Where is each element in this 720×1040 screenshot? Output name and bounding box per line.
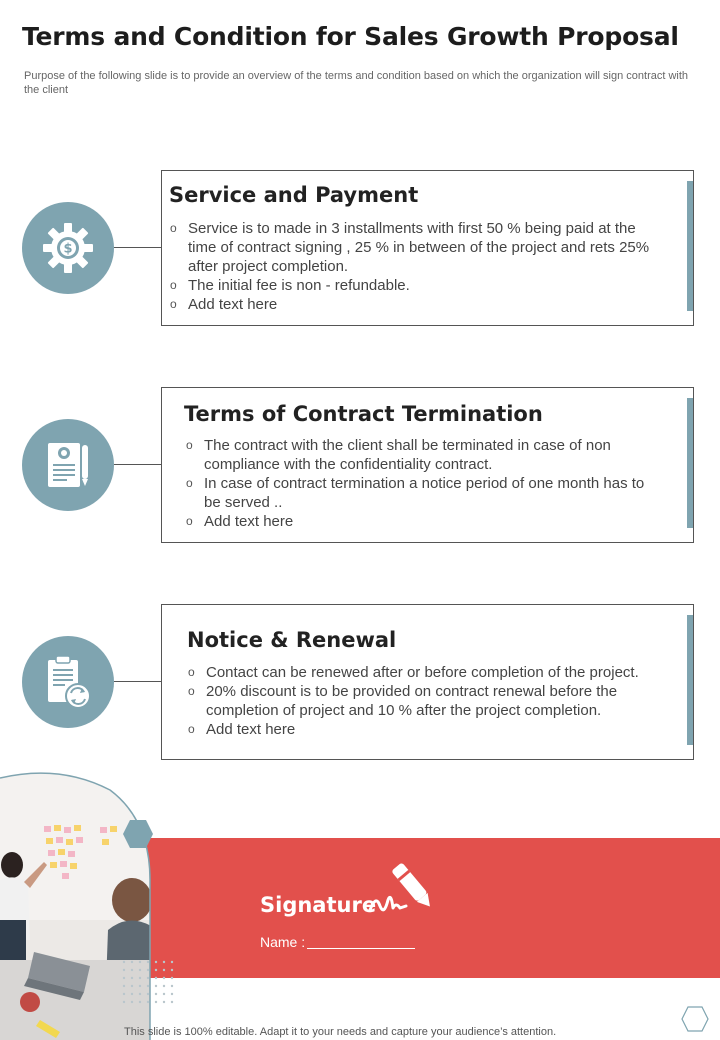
section-list — [186, 436, 656, 531]
signature-title: Signature — [260, 893, 377, 917]
section-icon-circle — [22, 419, 114, 511]
gear-dollar-icon — [22, 202, 114, 294]
card-accent-bar — [687, 398, 693, 528]
card-accent-bar — [687, 615, 693, 745]
list-item: o Add text here — [188, 721, 296, 738]
section-icon-circle — [22, 636, 114, 728]
list-item: o Add text here — [186, 513, 294, 530]
list-item: o The initial fee is non - refundable. — [170, 277, 410, 294]
list-item: o 20% discount is to be provided on contract renewal before the completion of project and 10 % after the project completion. — [188, 683, 618, 719]
page-title: Terms and Condition for Sales Growth Proposal — [22, 22, 679, 51]
section-list — [188, 663, 672, 739]
pen-signature-icon — [366, 856, 442, 918]
section-notice-renewal — [0, 604, 720, 760]
section-heading: Service and Payment — [169, 183, 419, 207]
section-card — [161, 387, 694, 543]
section-heading: Notice & Renewal — [187, 628, 397, 652]
list-item: o Contact can be renewed after or before completion of the project. — [188, 664, 639, 681]
section-icon-circle — [22, 202, 114, 294]
connector-line — [114, 247, 162, 248]
section-card — [161, 170, 694, 326]
footer-note: This slide is 100% editable. Adapt it to your needs and capture your audience’s attention. — [124, 1026, 557, 1038]
section-heading: Terms of Contract Termination — [184, 402, 543, 426]
hexagon-decoration — [122, 818, 154, 850]
dot-pattern — [120, 958, 178, 1008]
hexagon-outline-decoration — [680, 1004, 710, 1034]
clipboard-renewal-icon — [22, 636, 114, 728]
connector-line — [114, 681, 162, 682]
section-service-payment — [0, 170, 720, 326]
section-card — [161, 604, 694, 760]
list-item: o Add text here — [170, 296, 278, 313]
section-list — [170, 219, 652, 314]
name-label: Name : — [260, 934, 306, 950]
list-item: o Service is to made in 3 installments with first 50 % being paid at the time of contract signing , 25 % in between of the project and rets 25% after project completion. — [170, 220, 650, 275]
list-item: o The contract with the client shall be terminated in case of non compliance with the confidentiality contract. — [186, 437, 611, 473]
list-item: o In case of contract termination a notice period of one month has to be served .. — [186, 475, 645, 511]
section-contract-termination — [0, 387, 720, 543]
svg-text:$: $ — [63, 241, 73, 257]
certificate-icon — [22, 419, 114, 511]
page-subtitle: Purpose of the following slide is to provide an overview of the terms and condition based on which the organization will sign contract with the client — [24, 70, 689, 96]
card-accent-bar — [687, 181, 693, 311]
connector-line — [114, 464, 162, 465]
name-line — [307, 948, 415, 949]
signature-name-field[interactable] — [260, 934, 415, 950]
